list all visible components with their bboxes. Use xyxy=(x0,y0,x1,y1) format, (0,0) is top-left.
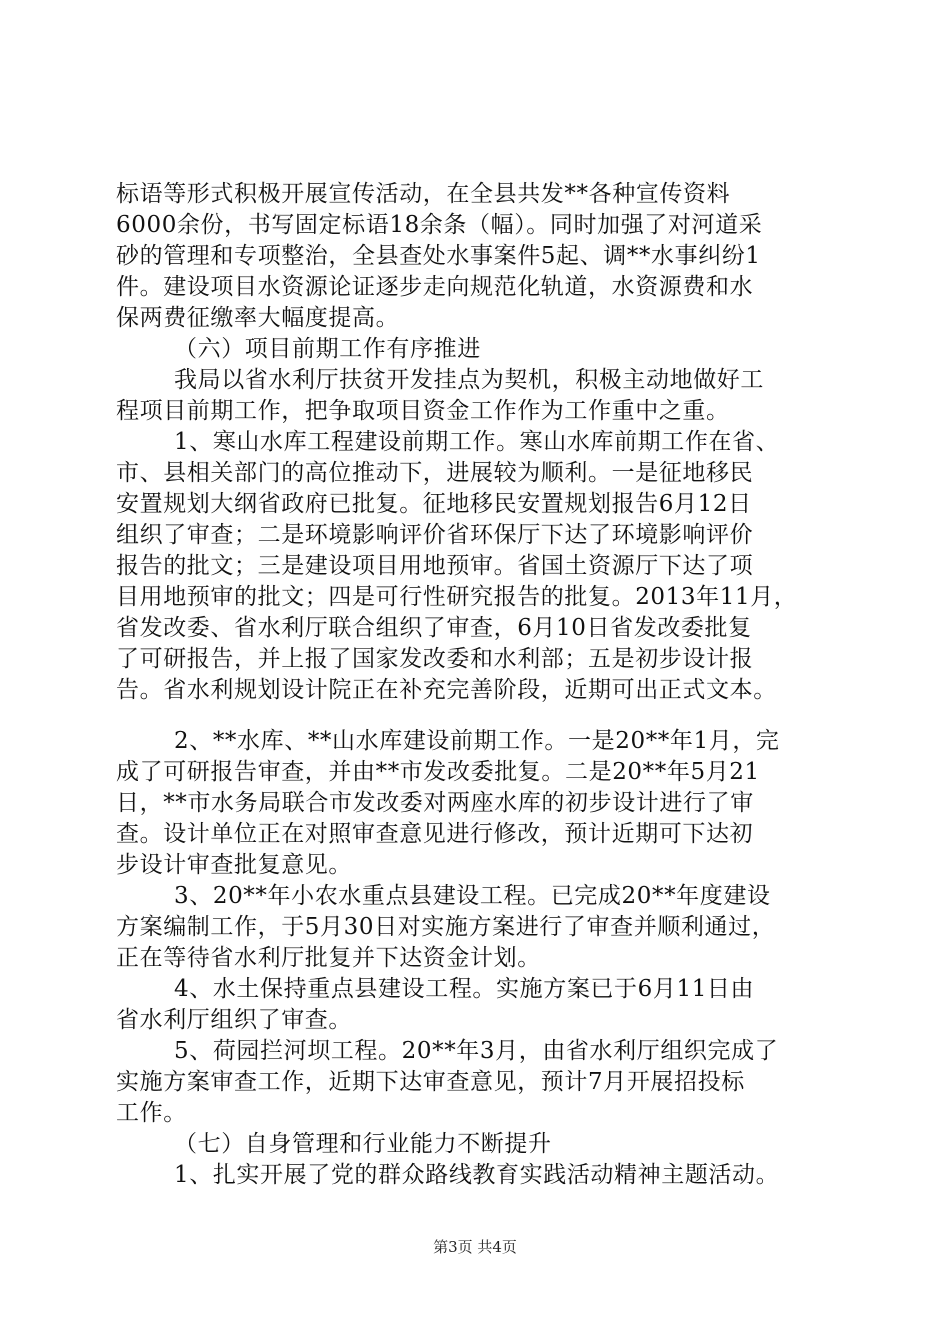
text-line: 了可研报告，并上报了国家发改委和水利部；五是初步设计报 xyxy=(116,646,754,672)
text-line: 组织了审查；二是环境影响评价省环保厅下达了环境影响评价 xyxy=(116,522,754,548)
text-line: 5、荷园拦河坝工程。20**年3月，由省水利厅组织完成了 xyxy=(174,1038,779,1064)
text-line: 市、县相关部门的高位推动下，进展较为顺利。一是征地移民 xyxy=(116,460,754,486)
text-line: 成了可研报告审查，并由**市发改委批复。二是20**年5月21 xyxy=(116,759,760,785)
text-line: 我局以省水利厅扶贫开发挂点为契机，积极主动地做好工 xyxy=(174,367,764,393)
text-line: 正在等待省水利厅批复并下达资金计划。 xyxy=(116,945,541,971)
text-line: 件。建设项目水资源论证逐步走向规范化轨道，水资源费和水 xyxy=(116,274,754,300)
text-line: 方案编制工作，于5月30日对实施方案进行了审查并顺利通过， xyxy=(116,914,776,940)
text-line: 4、水土保持重点县建设工程。实施方案已于6月11日由 xyxy=(174,976,755,1002)
text-line: 6000余份，书写固定标语18余条（幅）。同时加强了对河道采 xyxy=(116,212,763,238)
text-line: 程项目前期工作，把争取项目资金工作作为工作重中之重。 xyxy=(116,398,730,424)
text-line: 安置规划大纲省政府已批复。征地移民安置规划报告6月12日 xyxy=(116,491,752,517)
text-line: 报告的批文；三是建设项目用地预审。省国土资源厅下达了项 xyxy=(116,553,754,579)
text-line: 3、20**年小农水重点县建设工程。已完成20**年度建设 xyxy=(174,883,771,909)
text-line: 步设计审查批复意见。 xyxy=(116,852,352,878)
text-line: 砂的管理和专项整治，全县查处水事案件5起、调**水事纠纷1 xyxy=(116,243,761,269)
text-line: 保两费征缴率大幅度提高。 xyxy=(116,305,400,331)
text-line: 日，**市水务局联合市发改委对两座水库的初步设计进行了审 xyxy=(116,790,754,816)
text-line: 告。省水利规划设计院正在补充完善阶段，近期可出正式文本。 xyxy=(116,677,777,703)
text-line: 1、寒山水库工程建设前期工作。寒山水库前期工作在省、 xyxy=(174,429,780,455)
text-line: 查。设计单位正在对照审查意见进行修改，预计近期可下达初 xyxy=(116,821,754,847)
text-line: 2、**水库、**山水库建设前期工作。一是20**年1月，完 xyxy=(174,728,780,754)
text-line: 省水利厅组织了审查。 xyxy=(116,1007,352,1033)
text-line: 目用地预审的批文；四是可行性研究报告的批复。2013年11月， xyxy=(116,584,798,610)
text-line: 1、扎实开展了党的群众路线教育实践活动精神主题活动。 xyxy=(174,1162,780,1188)
text-line: 实施方案审查工作，近期下达审查意见，预计7月开展招投标 xyxy=(116,1069,745,1095)
text-line: 工作。 xyxy=(116,1100,187,1126)
text-line: 省发改委、省水利厅联合组织了审查，6月10日省发改委批复 xyxy=(116,615,752,641)
text-line: 标语等形式积极开展宣传活动，在全县共发**各种宣传资料 xyxy=(116,181,731,207)
section-heading: （七）自身管理和行业能力不断提升 xyxy=(174,1131,552,1157)
section-heading: （六）项目前期工作有序推进 xyxy=(174,336,481,362)
page-number: 第3页 共4页 xyxy=(433,1238,517,1256)
